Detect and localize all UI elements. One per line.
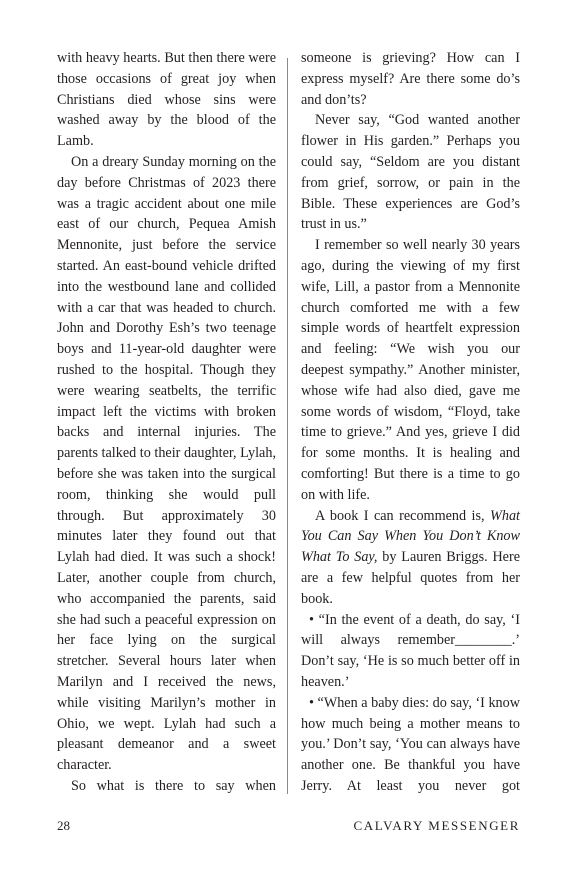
paragraph: Never say, “God wanted another flower in His garden.” Perhaps you could say, “Seldom are you distant from grief, sorrow, or pain in the Bible. These experiences are God’s trust in us.” (301, 112, 520, 233)
page-number: 28 (57, 818, 70, 833)
book-recommendation-paragraph (301, 506, 520, 610)
column-divider (287, 58, 288, 794)
paragraph: So what is there to say when (71, 777, 276, 794)
book-intro: A book I can recommend is, (315, 507, 485, 524)
right-column (301, 48, 520, 797)
paragraph: On a dreary Sunday morning on the day before Christmas of 2023 there was a tragic accident about one mile east of our church, Pequea Amish Mennonite, just before the service started. An east-bound vehicle drifted into the westbound lane and collided with a car that was headed to church. John and Dorothy Esh’s two teenage boys and 11-year-old daughter were rushed to the hospital. Though they were wearing seatbelts, the terrific impact left the victims with broken backs and internal injuries. The parents talked to their daughter, Lylah, before she was taken into the surgical room, thinking she would pull through. But approximately 30 minutes later they found out that Lylah had died. It was such a shock! Later, another couple from church, who accompanied the parents, said she had such a peaceful expression on her face lying on the surgical stretcher. Several hours later when Marilyn and I received the news, while visiting Marilyn’s mother in Ohio, we wept. Lylah had such a pleasant demeanor and a sweet character. (57, 153, 276, 774)
quote-bullet: • “When a baby dies: do say, ‘I know how much being a mother means to you.’ Don’t say, ‘You can always have another one. Be thankful you have Jerry. At least you never got (301, 694, 520, 794)
paragraph: with heavy hearts. But then there were those occasions of great joy when Christians died whose sins were washed away by the blood of the Lamb. (57, 50, 276, 150)
running-title: CALVARY MESSENGER (353, 818, 520, 833)
paragraph: someone is grieving? How can I express myself? Are there some do’s and don’ts? (301, 50, 520, 108)
left-column (57, 48, 276, 797)
quote-bullet: • “In the event of a death, do say, ‘I will always remember________.’ Don’t say, ‘He is so much better off in heaven.’ (301, 611, 520, 690)
book-title: What You Can Say When You Don’t Know What To Say, (301, 507, 520, 566)
paragraph: I remember so well nearly 30 years ago, during the viewing of my first wife, Lill, a pastor from a Mennonite church comforted me with a few simple words of heartfelt expression and feeling: “We wish you our deepest sympathy.” Another minister, whose wife had also died, gave me some words of wisdom, “Floyd, take time to grieve.” And yes, grieve I did for some months. It is healing and comforting! But there is a time to go on with life. (301, 237, 520, 503)
book-after: by Lauren Briggs. Here are a few helpful quotes from her book. (301, 549, 521, 607)
